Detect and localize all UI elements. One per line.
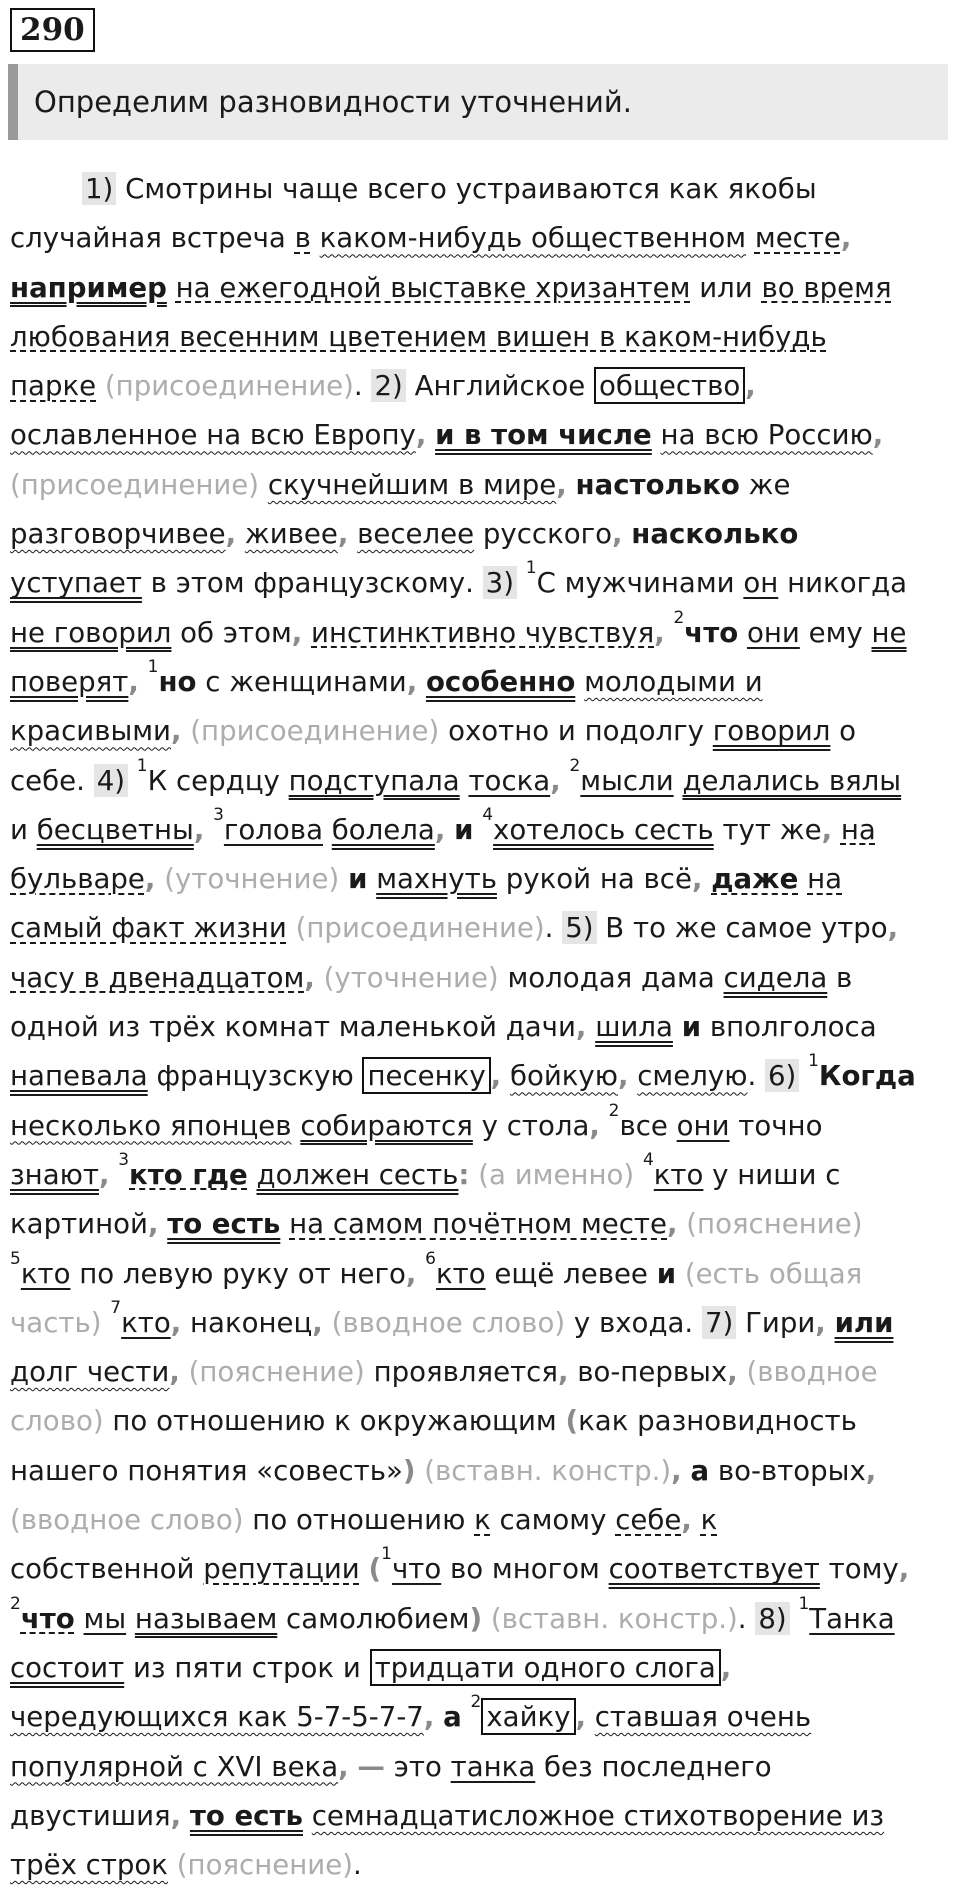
item-number: 2) <box>371 369 405 402</box>
label: (уточнение) <box>323 960 499 994</box>
item-number: 6) <box>765 1059 799 1092</box>
label: (уточнение) <box>164 862 340 896</box>
label: (а именно) <box>478 1157 635 1191</box>
label: (пояснение) <box>686 1207 863 1241</box>
exercise-text: 1) Смотрины чаще всего устраиваются как якобы случайная встреча в каком-нибудь общественном месте, например на ежегодной выставке хризантем или во время любования весенним цветением вишен в каком-нибудь парке (присоединение). 2) Английское общество , ославленное на всю Европу, и в том числе на всю Россию, (присоединение) скучнейшим в мире, настолько же разговорчивее, живее, веселее русского, насколько уступает в этом французскому. 3) $^1$С мужчинами он никогда не говорил об этом, инстинктивно чувствуя, $^2$что они ему не поверят, $^1$но с женщинами, особенно молодыми и красивыми, (присоединение) охотно и подолгу говорил о себе. 4) $^1$К сердцу подступала тоска, $^2$мысли делались вялы и бесцветны, $^3$голова болела, и $^4$хотелось сесть тут же, на бульваре, (уточнение) и махнуть рукой на всё, даже на самый факт жизни (присоединение). 5) В то же самое утро, часу в двенадцатом, (уточнение) молодая дама сидела в одной из трёх комнат маленькой дачи, шила и вполголоса напевала французскую песенку , бойкую, смелую. 6) $^1$Когда несколько японцев собираются у стола, $^2$все они точно знают, $^3$кто где должен сесть: (а именно) $^4$кто у ниши с картиной, то есть на самом почётном месте, (пояснение) $^5$кто по левую руку от него, $^6$кто ещё левее и (есть общая часть) $^7$кто, наконец, (вводное слово) у входа. 7) Гири, или долг чести, (пояснение) проявляется, во-первых, (вводное слово) по отношению к окружающим (как разновидность нашего понятия «совесть») (вставн. констр.), а во-вторых, (вводное слово) по отношению к самому себе, к собственной репутации ($^1$что во многом соответствует тому, $^2$что мы называем самолюбием) (вставн. констр.). 8) $^1$Танка состоит из пяти строк и тридцати одного слога , чередующихся как 5-7-5-7-7, а $^2$ хайку , ставшая очень популярной с XVI века, — это танка без последнего двустишия, то есть семнадцатисложное стихотворение из трёх строк (пояснение). <box>10 172 916 1882</box>
label: (присоединение) <box>10 467 260 501</box>
label: (вставн. констр.) <box>490 1601 738 1635</box>
label: (вводное слово) <box>331 1305 566 1339</box>
item-number: 1) <box>82 172 116 205</box>
section-heading <box>8 64 948 140</box>
label: (вставн. констр.) <box>424 1453 672 1487</box>
label: (вводное слово) <box>10 1503 244 1537</box>
item-number: 5) <box>562 911 596 944</box>
label: (присоединение) <box>190 714 440 748</box>
item-number: 8) <box>755 1602 789 1635</box>
heading-text: Определим разновидности уточнений. <box>34 85 632 119</box>
item-number: 3) <box>483 566 517 599</box>
label: (присоединение) <box>104 369 354 403</box>
label: (пояснение) <box>176 1848 353 1882</box>
exercise-number: 290 <box>10 8 95 52</box>
item-number: 7) <box>702 1306 736 1339</box>
label: (присоединение) <box>295 911 545 945</box>
label: (пояснение) <box>188 1355 365 1389</box>
item-number: 4) <box>94 764 128 797</box>
